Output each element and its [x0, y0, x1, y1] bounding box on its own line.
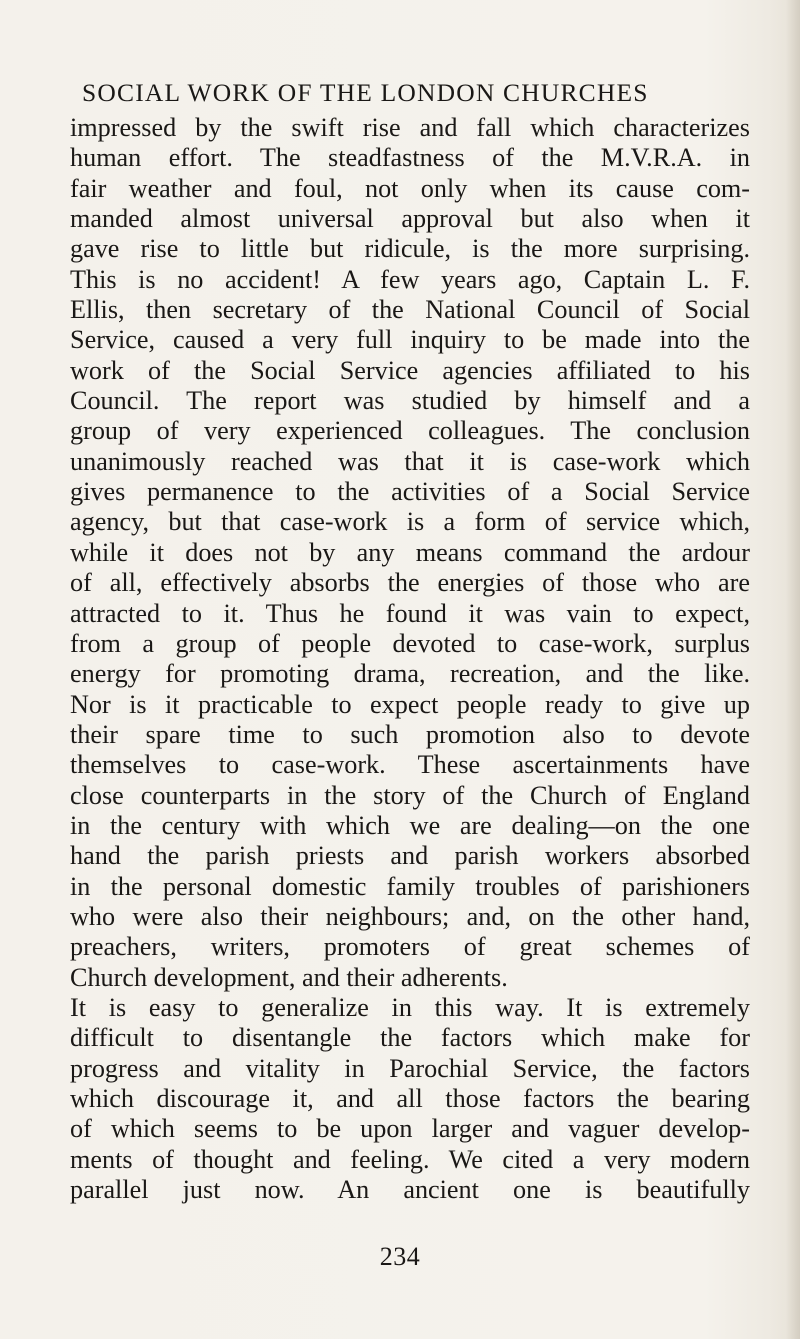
text-line: their spare time to such promotion also to devote: [70, 719, 750, 749]
text-line: impressed by the swift rise and fall which characterizes: [70, 113, 750, 142]
text-line: Service, caused a very full inquiry to be made into the: [70, 325, 750, 355]
text-line: difficult to disentangle the factors which make for: [70, 1023, 750, 1053]
text-line: close counterparts in the story of the Church of England: [70, 780, 750, 810]
text-line: preachers, writers, promoters of great schemes of: [70, 932, 750, 962]
text-line: progress and vitality in Parochial Service, the factors: [70, 1053, 750, 1083]
paragraph-end-line: Church development, and their adherents.: [70, 962, 508, 992]
body-text: [70, 113, 750, 1205]
text-line: work of the Social Service agencies affiliated to his: [70, 355, 750, 385]
text-line: This is no accident! A few years ago, Captain L. F.: [70, 264, 750, 294]
text-line: ments of thought and feeling. We cited a very modern: [70, 1144, 750, 1174]
text-line: fair weather and foul, not only when its cause com-: [70, 173, 750, 203]
text-line: in the personal domestic family troubles of parishioners: [70, 871, 750, 901]
text-line: from a group of people devoted to case-work, surplus: [70, 628, 750, 658]
text-line: of which seems to be upon larger and vaguer develop-: [70, 1114, 750, 1144]
text-line: while it does not by any means command the ardour: [70, 537, 750, 567]
text-line: gives permanence to the activities of a Social Service: [70, 477, 750, 507]
text-line: gave rise to little but ridicule, is the more surprising.: [70, 234, 750, 264]
text-line: Nor is it practicable to expect people ready to give up: [70, 689, 750, 719]
paragraph-start-line: It is easy to generalize in this way. It is extremely: [70, 992, 750, 1022]
page-number: 234: [379, 1242, 421, 1271]
text-line: parallel just now. An ancient one is beautifully: [70, 1175, 750, 1205]
text-line: of all, effectively absorbs the energies of those who are: [70, 568, 750, 598]
text-line: Council. The report was studied by himself and a: [70, 386, 750, 416]
page-edge-shadow: [786, 0, 800, 1339]
text-line: group of very experienced colleagues. The conclusion: [70, 416, 750, 446]
text-line: human effort. The steadfastness of the M.V.R.A. in: [70, 143, 750, 173]
text-line: which discourage it, and all those factors the bearing: [70, 1084, 750, 1113]
running-head: SOCIAL WORK OF THE LONDON CHURCHES: [82, 78, 649, 107]
text-line: who were also their neighbours; and, on the other hand,: [70, 901, 750, 931]
text-line: hand the parish priests and parish workers absorbed: [70, 841, 750, 871]
text-line: in the century with which we are dealing—on the one: [70, 810, 750, 840]
text-line: manded almost universal approval but also when it: [70, 204, 750, 234]
text-line: unanimously reached was that it is case-work which: [70, 446, 750, 476]
text-line: agency, but that case-work is a form of service which,: [70, 507, 750, 537]
text-line: attracted to it. Thus he found it was vain to expect,: [70, 598, 750, 628]
text-line: energy for promoting drama, recreation, and the like.: [70, 659, 750, 689]
text-line: themselves to case-work. These ascertainments have: [70, 750, 750, 780]
text-line: Ellis, then secretary of the National Council of Social: [70, 295, 750, 325]
